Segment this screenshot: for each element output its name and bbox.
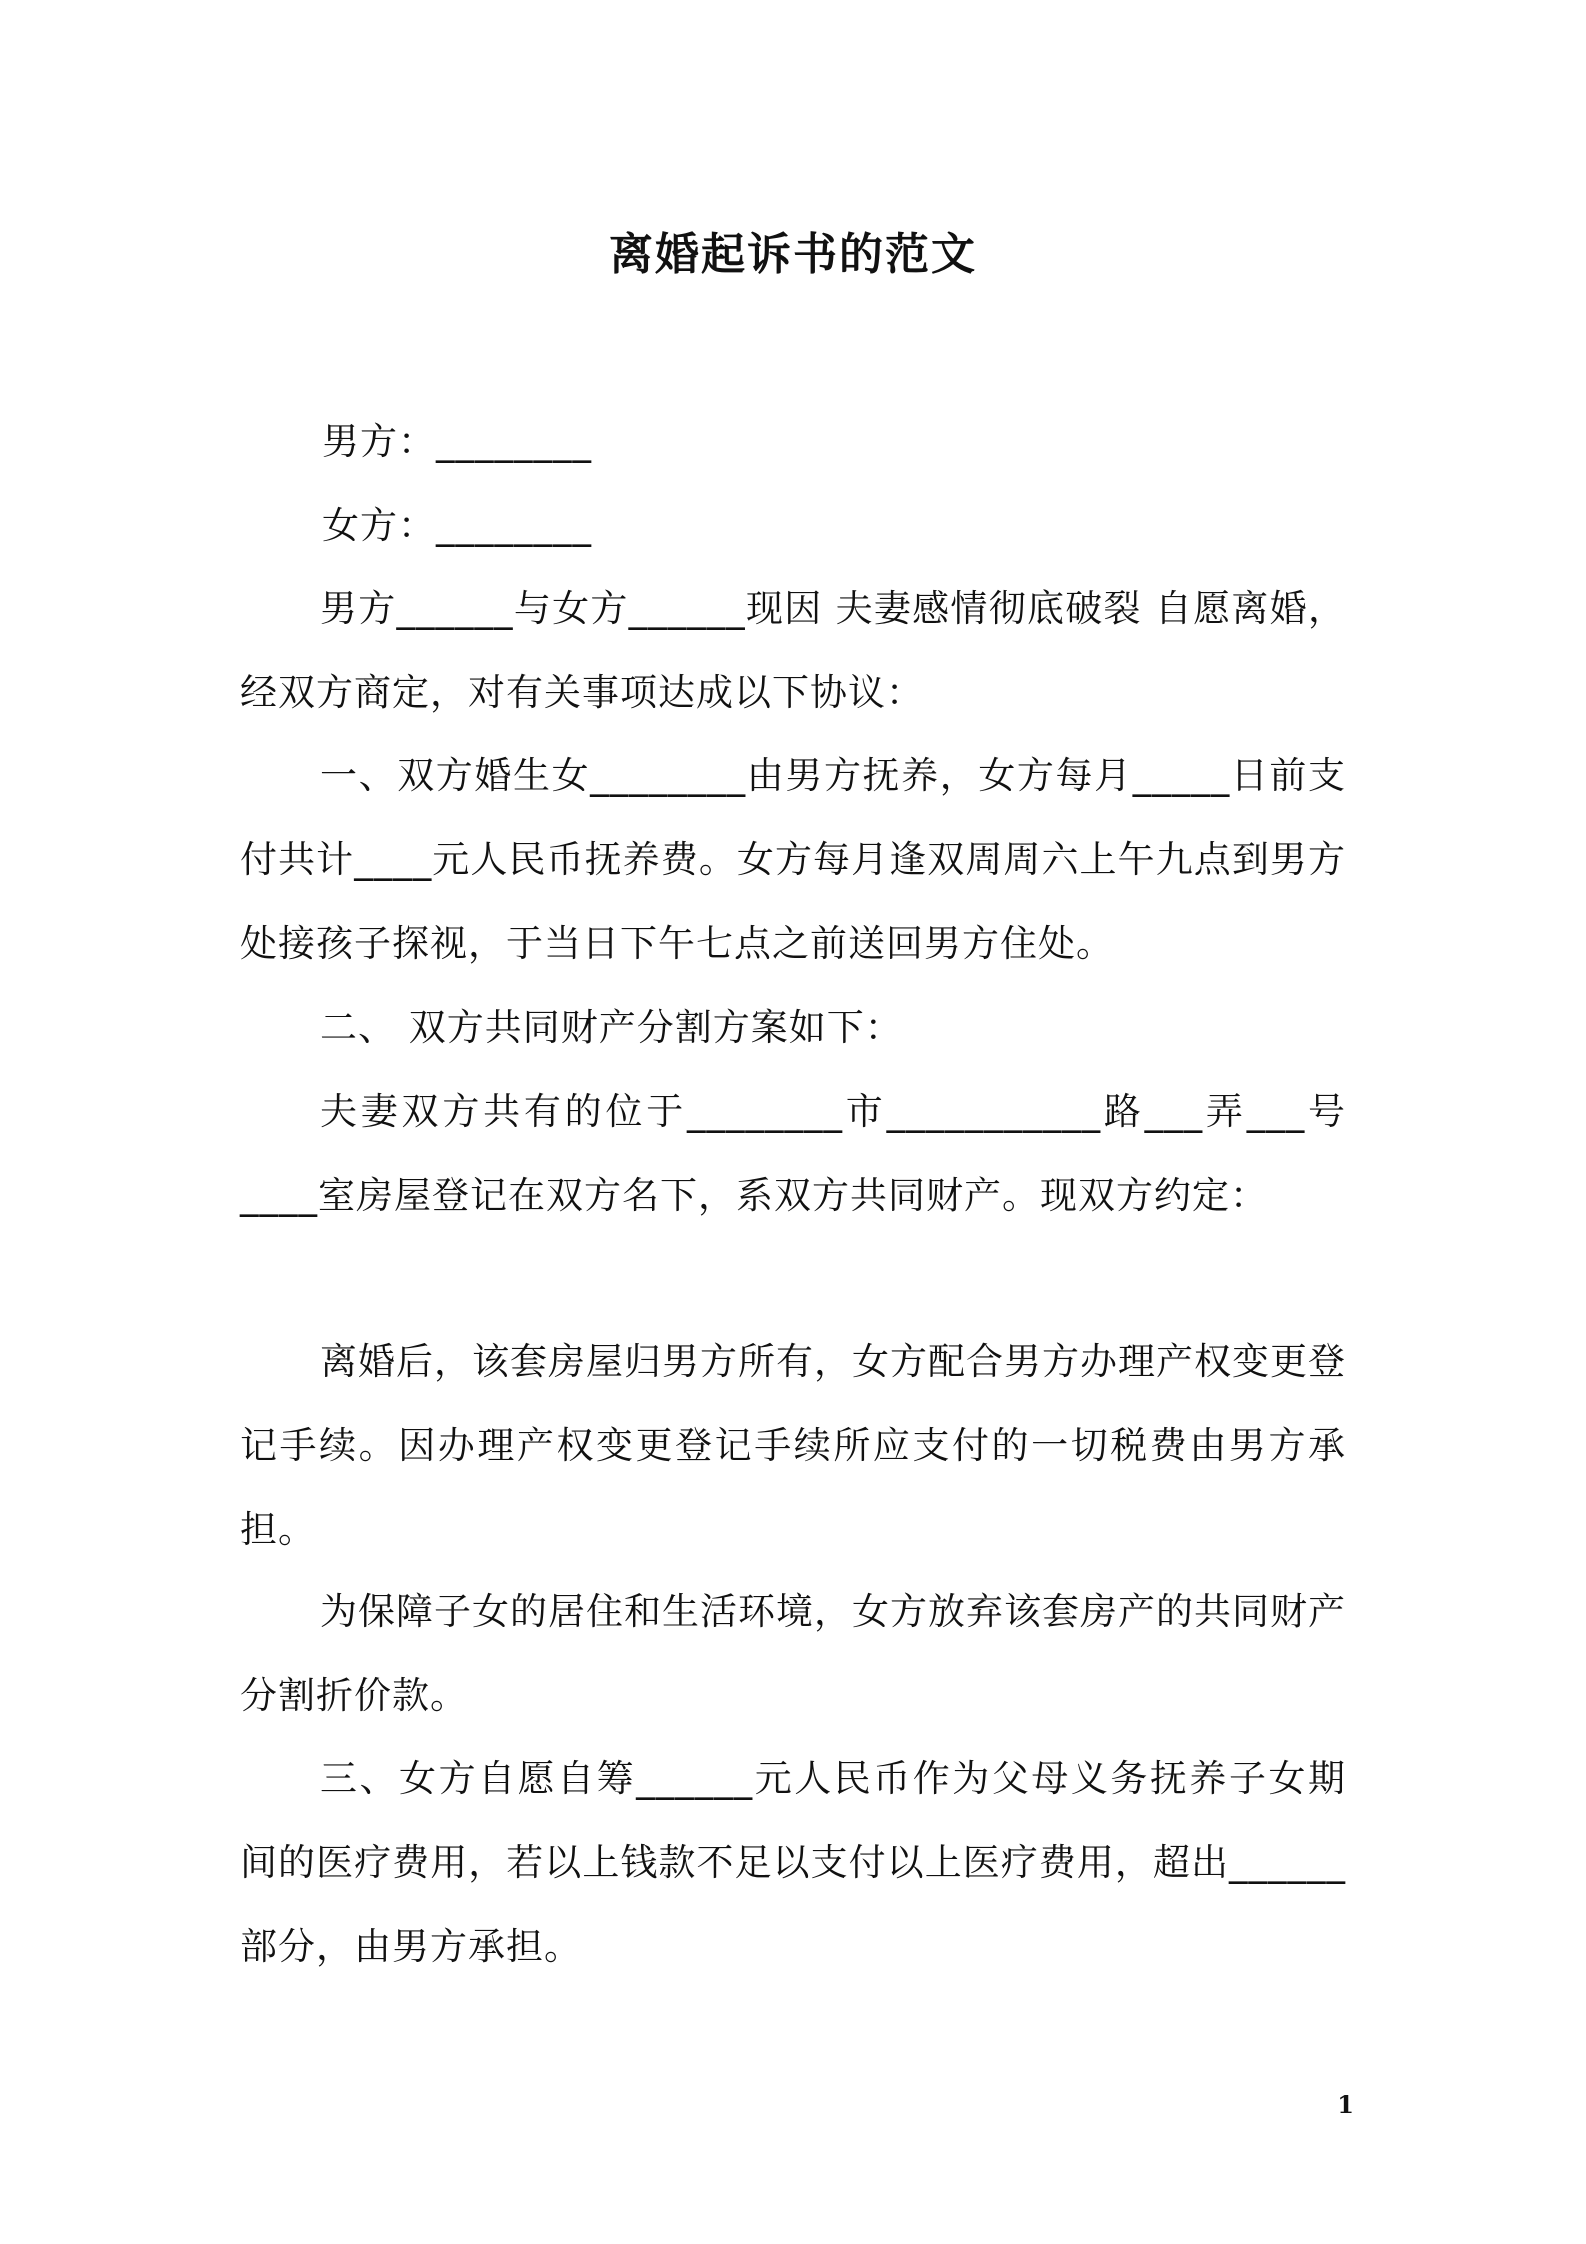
paragraph-property-heading: 二、 双方共同财产分割方案如下： [320,1006,903,1049]
paragraph-property-location: 夫妻双方共有的位于________市___________路___弄___号____室房屋登记在双方名下，系双方共同财产。现双方约定： [240,1090,1346,1217]
paragraph-intro: 男方______与女方______现因 夫妻感情彻底破裂 自愿离婚，经双方商定，对有关事项达成以下协议： [240,587,1346,714]
paragraph-child-custody: 一、双方婚生女________由男方抚养，女方每月_____日前支付共计____元人民币抚养费。女方每月逢双周周六上午九点到男方处接孩子探视，于当日下午七点之前送回男方住处。 [240,754,1346,965]
page-number: 1 [1337,2090,1354,2119]
female-party-line: 女方：________ [322,504,592,547]
paragraph-property-ownership: 离婚后，该套房屋归男方所有，女方配合男方办理产权变更登记手续。因办理产权变更登记手续所应支付的一切税费由男方承担。 [240,1340,1346,1551]
paragraph-property-waiver: 为保障子女的居住和生活环境，女方放弃该套房产的共同财产分割折价款。 [240,1590,1346,1717]
paragraph-medical-expenses: 三、女方自愿自筹______元人民币作为父母义务抚养子女期间的医疗费用，若以上钱款不足以支付以上医疗费用，超出______部分，由男方承担。 [240,1757,1346,1968]
male-party-line: 男方：________ [322,420,592,463]
document-title: 离婚起诉书的范文 [609,229,977,280]
